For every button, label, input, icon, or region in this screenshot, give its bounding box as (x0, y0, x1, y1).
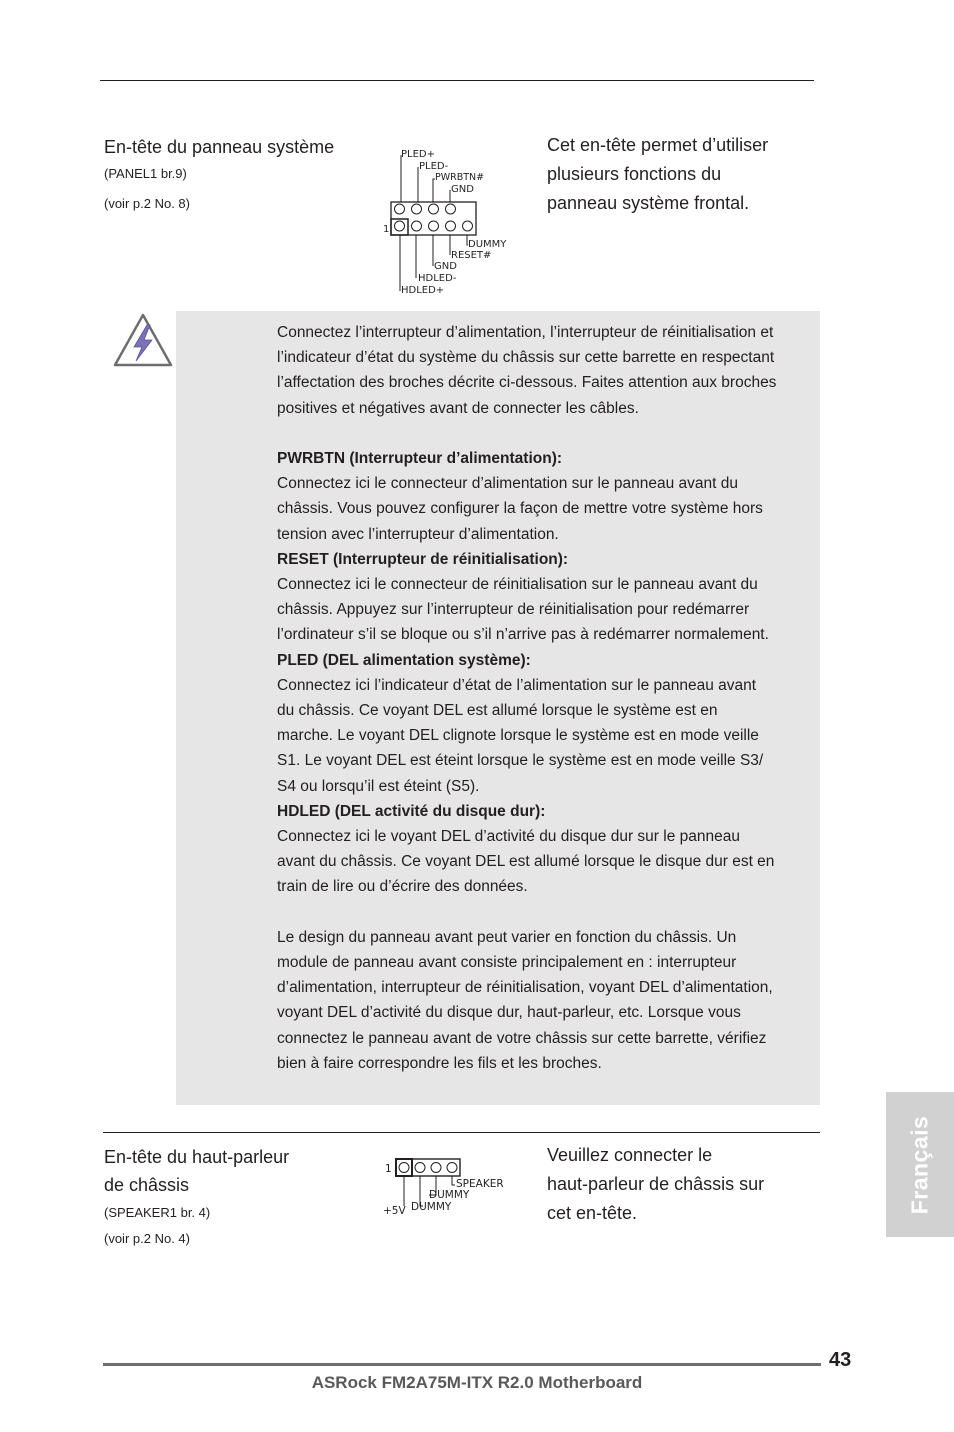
speaker-label-speaker: SPEAKER (456, 1178, 504, 1190)
note-intro-line: l’affectation des broches décrite ci-dessous. Faites attention aux broches (277, 374, 777, 392)
footer-text (0, 1373, 954, 1393)
speaker-pin-2 (415, 1163, 425, 1173)
hdled-text-line: Connectez ici le voyant DEL d’activité du disque dur sur le panneau (277, 828, 740, 846)
panel-desc-line: panneau système frontal. (547, 193, 750, 213)
speaker-desc-line: haut-parleur de châssis sur (547, 1174, 765, 1194)
panel-header-title: En-tête du panneau système (104, 137, 335, 157)
panel-pinout-diagram (380, 142, 520, 297)
section-divider (103, 1132, 820, 1133)
speaker-pin-1 (399, 1163, 409, 1173)
pin-bottom-3 (429, 221, 439, 231)
lead-speaker (452, 1176, 455, 1185)
pin-top-1 (395, 204, 405, 214)
pwrbtn-text-line: Connectez ici le connecteur d’alimentation sur le panneau avant du (277, 475, 738, 493)
panel-header-ref: (PANEL1 br.9) (104, 166, 187, 181)
language-side-tab (886, 1092, 954, 1237)
design-text-line: voyant DEL d’activité du disque dur, haut-parleur, etc. Lorsque vous (277, 1004, 741, 1022)
pled-text-line: S1. Le voyant DEL est éteint lorsque le système est en mode veille S3/ (277, 752, 764, 770)
pled-text-line: marche. Le voyant DEL clignote lorsque le système est en mode veille (277, 727, 759, 745)
label-gnd-bottom: GND (434, 261, 457, 272)
pin-bottom-2 (412, 221, 422, 231)
speaker-header-title-line: En-tête du haut-parleur (104, 1147, 290, 1167)
note-intro-line: Connectez l’interrupteur d’alimentation, l’interrupteur de réinitialisation et (277, 324, 774, 341)
hdled-heading: HDLED (DEL activité du disque dur): (277, 802, 546, 820)
label-pwrbtn: PWRBTN# (435, 172, 485, 183)
speaker-header-see: (voir p.2 No. 4) (104, 1231, 190, 1246)
design-text-line: Le design du panneau avant peut varier en fonction du châssis. Un (277, 928, 737, 946)
pled-heading: PLED (DEL alimentation système): (277, 651, 531, 669)
language-side-tab-label: Français (906, 1115, 933, 1214)
footer-product: ASRock FM2A75M-ITX R2.0 Motherboard (311, 1373, 643, 1392)
speaker-pinout-diagram (380, 1152, 515, 1218)
reset-text-line: l’ordinateur s’il se bloque ou s’il n’arrive pas à redémarrer normalement. (277, 626, 769, 644)
pin-top-2 (412, 204, 422, 214)
pin-top-4 (446, 204, 456, 214)
pwrbtn-text-line: châssis. Vous pouvez configurer la façon de mettre votre système hors (277, 500, 763, 518)
pin-bottom-1 (395, 221, 405, 231)
speaker-pin1-square (396, 1159, 412, 1176)
note-intro-line: l’indicateur d’état du système du châssis sur cette barrette en respectant (277, 349, 775, 367)
design-text-line: d’alimentation, interrupteur de réinitialisation, voyant DEL d’alimentation, (277, 979, 773, 997)
panel-header-description (547, 131, 807, 218)
label-pin1: 1 (383, 224, 390, 235)
design-text-line: module de panneau avant consiste principalement en : interrupteur (277, 954, 737, 972)
speaker-desc-line: cet en-tête. (547, 1203, 638, 1223)
pin-bottom-4 (446, 221, 456, 231)
reset-text-line: Connectez ici le connecteur de réinitialisation sur le panneau avant du (277, 576, 758, 594)
reset-text-line: châssis. Appuyez sur l’interrupteur de réinitialisation pour redémarrer (277, 601, 750, 619)
pled-text-line: du châssis. Ce voyant DEL est allumé lorsque le système est en (277, 702, 718, 720)
label-hdled-minus: HDLED- (418, 273, 457, 284)
pled-text-line: Connectez ici l’indicateur d’état de l’alimentation sur le panneau avant (277, 676, 757, 694)
speaker-pin-4 (447, 1163, 457, 1173)
panel-header-see: (voir p.2 No. 8) (104, 196, 190, 211)
label-dummy: DUMMY (468, 239, 507, 250)
pled-text-line: S4 ou lorsqu’il est éteint (S5). (277, 777, 480, 795)
pwrbtn-text-line: tension avec l’interrupteur d’alimentation. (277, 525, 559, 543)
speaker-label-dummy-2: DUMMY (411, 1201, 452, 1213)
footer-bar (103, 1363, 821, 1366)
label-gnd-top: GND (451, 184, 474, 195)
design-text-line: bien à faire correspondre les fils et les broches. (277, 1054, 602, 1072)
note-intro-line: positives et négatives avant de connecter les câbles. (277, 399, 639, 417)
label-pled-plus: PLED+ (401, 149, 435, 160)
reset-heading: RESET (Interrupteur de réinitialisation): (277, 550, 569, 568)
speaker-label-5v: +5V (383, 1205, 406, 1217)
speaker-connector-outline (396, 1159, 460, 1176)
speaker-header-ref: (SPEAKER1 br. 4) (104, 1205, 211, 1220)
speaker-desc-line: Veuillez connecter le (547, 1145, 713, 1165)
speaker-header-title-line: de châssis (104, 1175, 190, 1195)
pwrbtn-heading: PWRBTN (Interrupteur d’alimentation): (277, 450, 563, 467)
note-text (277, 320, 822, 1076)
label-reset: RESET# (451, 250, 492, 261)
pin-bottom-5 (463, 221, 473, 231)
speaker-label-pin1: 1 (385, 1163, 392, 1175)
warning-lightning-icon (112, 311, 174, 369)
panel-desc-line: Cet en-tête permet d’utiliser (547, 135, 769, 155)
speaker-header-description (547, 1141, 817, 1228)
label-hdled-plus: HDLED+ (401, 285, 445, 296)
pin-top-3 (429, 204, 439, 214)
design-text-line: connectez le panneau avant de votre châssis sur cette barrette, vérifiez (277, 1029, 767, 1047)
speaker-pin-3 (431, 1163, 441, 1173)
hdled-text-line: avant du châssis. Ce voyant DEL est allumé lorsque le disque dur est en (277, 853, 775, 871)
page-number: 43 (829, 1349, 852, 1371)
hdled-text-line: train de lire ou d’écrire des données. (277, 878, 528, 896)
top-rule (100, 80, 814, 81)
label-pled-minus: PLED- (419, 161, 449, 172)
panel-desc-line: plusieurs fonctions du (547, 164, 722, 184)
speaker-label-dummy-1: DUMMY (429, 1189, 470, 1201)
